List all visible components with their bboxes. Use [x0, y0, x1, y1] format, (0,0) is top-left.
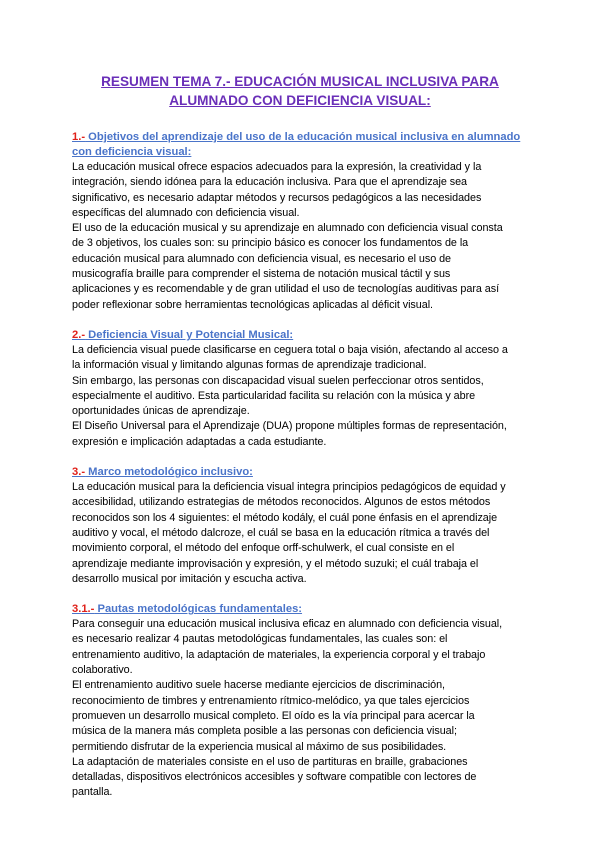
- text-line: educación musical para alumnado con deficiencia visual, es necesario el uso de: [72, 252, 452, 265]
- text-line: desarrollo musical por imitación y escucha activa.: [72, 572, 307, 585]
- text-line: La adaptación de materiales consiste en el uso de partituras en braille, grabaciones: [72, 755, 468, 768]
- text-line: significativo, es necesario adaptar métodos y recursos pedagógicos a las necesidades: [72, 191, 482, 204]
- text-line: musicografía braille para comprender el sistema de notación musical táctil y sus: [72, 268, 451, 281]
- text-line: aprendizaje mediante improvisación y expresión, y el método suzuki; el cuál trabaja el: [72, 557, 479, 570]
- text-line: Para conseguir una educación musical inclusiva eficaz en alumnado con deficiencia visual,: [72, 618, 503, 631]
- text-line: La educación musical para la deficiencia visual integra principios pedagógicos de equidad y: [72, 481, 506, 494]
- text-line: integración, siendo idónea para la educación inclusiva. Para que el aprendizaje sea: [72, 176, 468, 189]
- document-title: [72, 0, 528, 110]
- section-body: [72, 343, 528, 450]
- section-number: 1.-: [72, 131, 86, 143]
- text-line: reconocidos son los 4 siguientes: el método kodály, el cuál pone énfasis en el aprendizaje: [72, 511, 498, 524]
- section-number: 3.1.-: [72, 603, 95, 616]
- section-body: [72, 617, 528, 801]
- text-line: El Diseño Universal para el Aprendizaje (DUA) propone múltiples formas de representación,: [72, 420, 507, 433]
- text-line: colaborativo.: [72, 664, 133, 677]
- text-line: de 3 objetivos, los cuales son: su principio básico es conocer los fundamentos de la: [72, 237, 469, 250]
- text-line: La deficiencia visual puede clasificarse en ceguera total o baja visión, afectando al acceso a: [72, 343, 508, 356]
- text-line: El uso de la educación musical y su aprendizaje en alumnado con deficiencia visual consta: [72, 222, 503, 235]
- section-heading-text: Marco metodológico inclusivo:: [85, 466, 253, 479]
- section-heading-text: Deficiencia Visual y Potencial Musical:: [85, 328, 294, 341]
- text-line: auditivo y vocal, el método dalcroze, el cuál se basa en la educación rítmica a través del: [72, 526, 490, 539]
- text-line: accesibilidad, utilizando estrategias de métodos reconocidos. Algunos de estos métodos: [72, 496, 491, 509]
- text-line: Sin embargo, las personas con discapacidad visual suelen perfeccionar otros sentidos,: [72, 374, 484, 387]
- text-line: aplicaciones y es recomendable y de gran utilidad el uso de tecnologías auditivas para así: [72, 283, 500, 296]
- section-heading-text: Objetivos del aprendizaje del uso de la educación musical inclusiva en alumnado: [85, 131, 521, 143]
- text-line: poder reflexionar sobre herramientas tecnológicas aplicadas al déficit visual.: [72, 298, 433, 311]
- text-line: la información visual y limitando algunas formas de aprendizaje tradicional.: [72, 359, 427, 372]
- section-objetivos: [72, 130, 528, 313]
- text-line: permitiendo disfrutar de la experiencia musical al máximo de sus posibilidades.: [72, 740, 447, 753]
- text-line: pantalla.: [72, 786, 113, 799]
- text-line: música de la manera más completa posible a las personas con deficiencia visual;: [72, 725, 457, 738]
- text-line: especialmente el auditivo. Esta particularidad facilita su relación con la música y abre: [72, 389, 476, 402]
- text-line: La educación musical ofrece espacios adecuados para la expresión, la creatividad y la: [72, 161, 482, 173]
- text-line: específicas del alumnado con deficiencia visual.: [72, 206, 300, 219]
- section-deficiencia-visual: [72, 328, 528, 450]
- title-line: ALUMNADO CON DEFICIENCIA VISUAL:: [169, 93, 431, 108]
- section-body: [72, 480, 528, 587]
- text-line: promueven un desarrollo musical completo. El oído es la vía principal para acercar la: [72, 709, 475, 722]
- section-number: 3.-: [72, 466, 86, 479]
- text-line: entrenamiento auditivo, la adaptación de materiales, la experiencia corporal y el trabajo: [72, 648, 486, 661]
- text-line: expresión e implicación adaptadas a cada estudiante.: [72, 435, 327, 448]
- section-body: [72, 160, 528, 313]
- section-heading: [72, 130, 528, 160]
- section-heading: [72, 465, 528, 480]
- text-line: movimiento corporal, el método del enfoque orff-schulwerk, el cual consiste en el: [72, 542, 455, 555]
- section-heading: [72, 602, 528, 617]
- section-number: 2.-: [72, 328, 86, 341]
- section-pautas-metodologicas: [72, 602, 528, 801]
- title-line: RESUMEN TEMA 7.- EDUCACIÓN MUSICAL INCLUSIVA PARA: [101, 74, 499, 89]
- text-line: El entrenamiento auditivo suele hacerse mediante ejercicios de discriminación,: [72, 679, 445, 692]
- text-line: reconocimiento de timbres y entrenamiento rítmico-melódico, ya que tales ejercicios: [72, 694, 470, 707]
- section-heading-text: Pautas metodológicas fundamentales:: [94, 603, 303, 616]
- text-line: oportunidades únicas de aprendizaje.: [72, 405, 250, 418]
- section-marco-metodologico: [72, 465, 528, 587]
- text-line: detalladas, dispositivos electrónicos accesibles y software compatible con lectores de: [72, 771, 477, 784]
- text-line: es necesario realizar 4 pautas metodológicas fundamentales, las cuales son: el: [72, 633, 448, 646]
- section-heading-text: con deficiencia visual:: [72, 146, 192, 158]
- section-heading: [72, 328, 528, 343]
